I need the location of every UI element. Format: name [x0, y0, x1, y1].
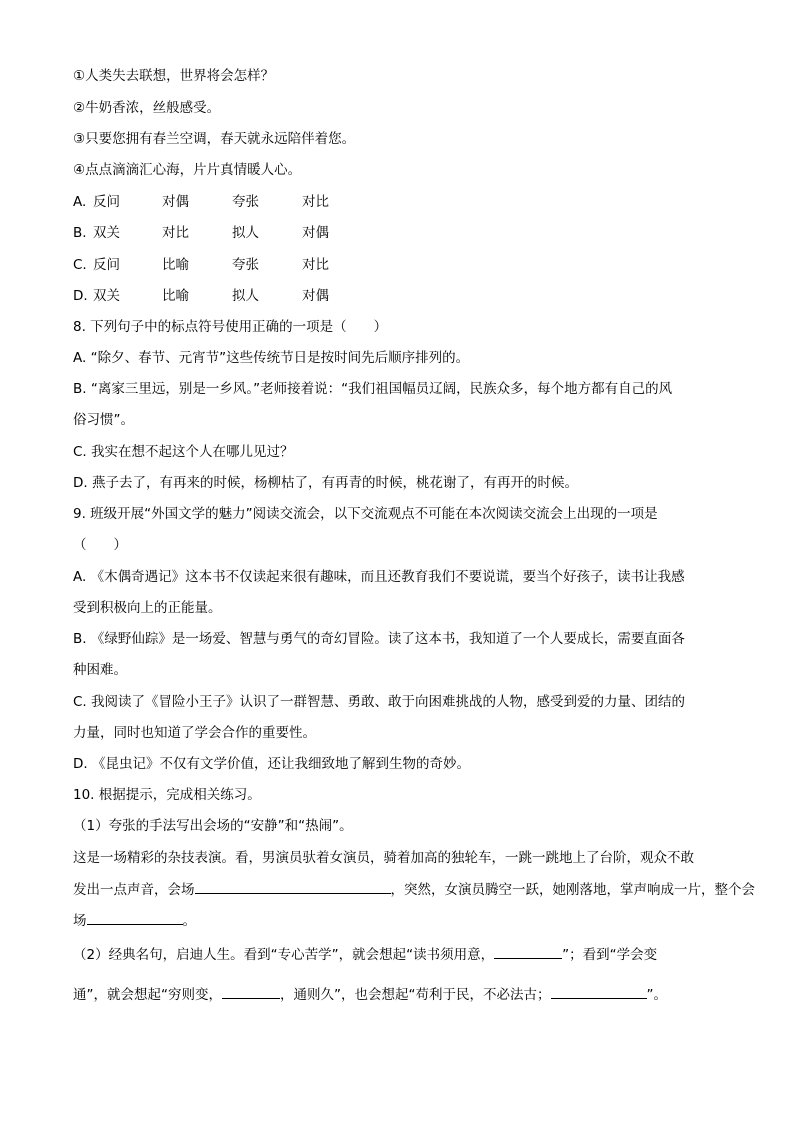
sentence-4: ④点点滴滴汇心海，片片真情暖人心。 [73, 162, 302, 178]
question-9-option-b-line2: 种困难。 [73, 662, 127, 678]
question-8-option-c: C. 我实在想不起这个人在哪儿见过？ [73, 444, 294, 460]
sentence-2: ②牛奶香浓，丝般感受。 [73, 100, 221, 116]
paragraph-text: 发出一点声音，会场 [73, 882, 195, 898]
option-cell: 夸张 [232, 257, 259, 273]
question-8-option-d: D. 燕子去了，有再来的时候，杨柳枯了，有再青的时候，桃花谢了，有再开的时候。 [73, 475, 578, 491]
sentence-3: ③只要您拥有春兰空调，春天就永远陪伴着您。 [73, 131, 356, 147]
option-cell: 对偶 [302, 225, 329, 241]
question-9-option-a-line1: A. 《木偶奇遇记》这本书不仅读起来很有趣味，而且还教育我们不要说谎，要当个好孩子，读书让我感 [73, 569, 685, 585]
question-10-stem: 10. 根据提示，完成相关练习。 [73, 787, 261, 803]
paragraph-text: ”；看到“学会变 [562, 947, 658, 963]
question-10-part2-line2 [73, 984, 667, 1005]
option-cell: 比喻 [162, 257, 189, 273]
sentence-1: ①人类失去联想，世界将会怎样？ [73, 68, 275, 84]
answer-blank[interactable] [494, 944, 562, 959]
question-9-option-a-line2: 受到积极向上的正能量。 [73, 600, 222, 616]
question-8-option-b-line2: 俗习惯”。 [73, 412, 134, 428]
question-9-stem-line2: （ ） [73, 537, 127, 553]
paragraph-text: ”。 [646, 987, 667, 1003]
option-cell: 对比 [302, 257, 329, 273]
option-cell: 拟人 [232, 288, 259, 304]
question-10-part1-paragraph-line1: 这是一场精彩的杂技表演。看，男演员驮着女演员，骑着加高的独轮车，一跳一跳地上了台阶，观众不敢 [73, 850, 694, 866]
question-8-option-b-line1: B. “离家三里远，别是一乡风。”老师接着说：“我们祖国幅员辽阔，民族众多，每个地方都有自己的风 [73, 381, 673, 397]
option-cell: 双关 [93, 225, 120, 241]
question-9-option-c-line1: C. 我阅读了《冒险小王子》认识了一群智慧、勇敢、敢于向困难挑战的人物，感受到爱的力量、团结的 [73, 694, 686, 710]
answer-blank[interactable] [551, 984, 647, 999]
paragraph-text: （2）经典名句，启迪人生。看到“专心苦学”，就会想起“读书须用意， [73, 947, 495, 963]
answer-blank[interactable] [195, 879, 391, 894]
option-cell: 双关 [93, 288, 120, 304]
question-10-part2-line1 [73, 944, 657, 965]
question-10-part1-paragraph-line3 [73, 910, 196, 931]
answer-blank[interactable] [222, 984, 280, 999]
paragraph-text: ，突然，女演员腾空一跃，她刚落地，掌声响成一片，整个会 [390, 882, 755, 898]
question-8-option-a: A. “除夕、春节、元宵节”这些传统节日是按时间先后顺序排列的。 [73, 350, 470, 366]
option-letter: A. [73, 194, 87, 210]
paragraph-text: 场 [73, 913, 87, 929]
answer-blank[interactable] [87, 910, 183, 925]
option-letter: B. [73, 225, 87, 241]
option-cell: 对比 [302, 194, 329, 210]
paragraph-text: 。 [182, 913, 196, 929]
option-letter: C. [73, 257, 87, 273]
option-letter: D. [73, 288, 88, 304]
question-9-option-c-line2: 力量，同时也知道了学会合作的重要性。 [73, 725, 316, 741]
question-9-option-d: D. 《昆虫记》不仅有文学价值，还让我细致地了解到生物的奇妙。 [73, 756, 470, 772]
option-cell: 对偶 [162, 194, 189, 210]
question-10-part1-paragraph-line2 [73, 879, 755, 900]
option-cell: 对偶 [302, 288, 329, 304]
question-9-option-b-line1: B. 《绿野仙踪》是一场爱、智慧与勇气的奇幻冒险。读了这本书，我知道了一个人要成长，需要直面各 [73, 631, 685, 647]
option-cell: 反问 [93, 257, 120, 273]
paragraph-text: ，通则久”，也会想起“苟利于民，不必法古； [280, 987, 551, 1003]
option-cell: 反问 [93, 194, 120, 210]
option-cell: 夸张 [232, 194, 259, 210]
option-cell: 拟人 [232, 225, 259, 241]
option-cell: 对比 [162, 225, 189, 241]
question-10-part1-prompt: （1）夸张的手法写出会场的“安静”和“热闹”。 [73, 818, 353, 834]
question-9-stem-line1: 9. 班级开展“外国文学的魅力”阅读交流会，以下交流观点不可能在本次阅读交流会上出现的一项是 [73, 506, 658, 522]
question-8-stem: 8. 下列句子中的标点符号使用正确的一项是（ ） [73, 319, 388, 335]
option-cell: 比喻 [162, 288, 189, 304]
paragraph-text: 通”，就会想起“穷则变， [73, 987, 222, 1003]
